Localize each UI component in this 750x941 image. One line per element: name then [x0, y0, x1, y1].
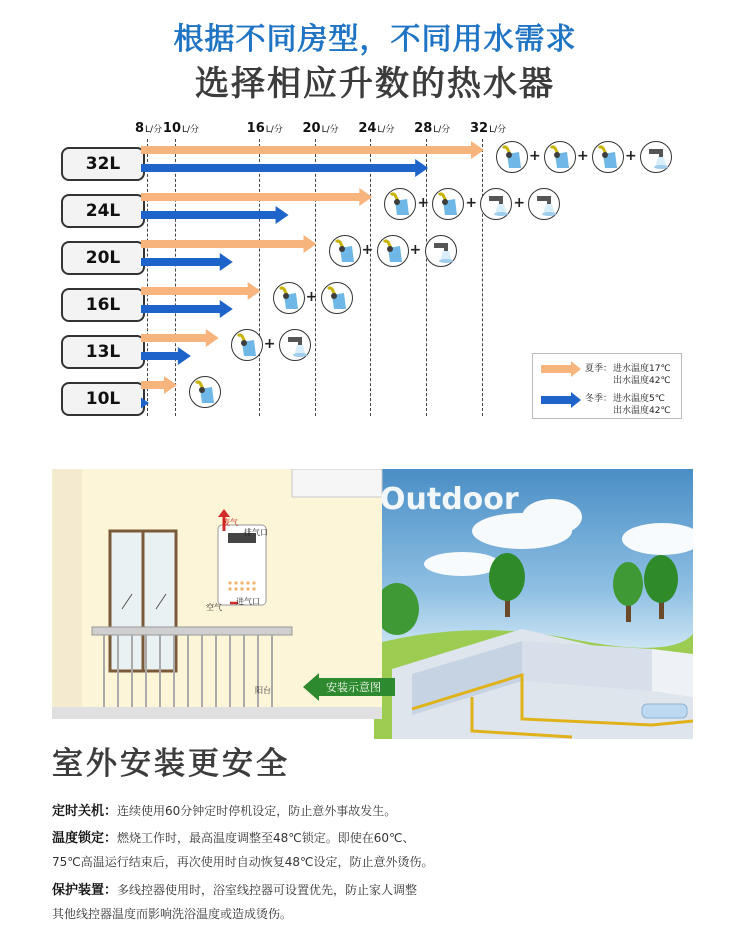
- plus-sign: +: [513, 195, 526, 211]
- legend-summer-line2: 出水温度42℃: [613, 376, 671, 386]
- legend-winter-line1: 进水温度5℃: [613, 394, 665, 404]
- capacity-label-20L: 20L: [61, 241, 145, 275]
- winter-bar-13L: [141, 347, 193, 365]
- feature-temp-lock-label: 温度锁定：: [52, 831, 118, 846]
- feature-timer-text: 连续使用60分钟定时停机设定，防止意外事故发生。: [117, 804, 397, 818]
- capacity-label-10L: 10L: [61, 382, 145, 416]
- feature-temp-lock-cont: [52, 853, 434, 870]
- tree-icon: [489, 553, 525, 617]
- summer-bar-16L: [141, 282, 263, 300]
- legend-winter-swatch: [541, 392, 583, 408]
- tick-label-20: 20L/分: [302, 121, 339, 136]
- capacity-label-16L: 16L: [61, 288, 145, 322]
- gridline-16: [259, 139, 260, 416]
- gridline-20: [315, 139, 316, 416]
- feature-temp-lock: [52, 827, 415, 846]
- legend-summer-line1: 进水温度17℃: [613, 364, 671, 374]
- faucet-icon: [425, 235, 457, 267]
- feature-protect-label: 保护装置：: [52, 883, 118, 898]
- gridline-8: [147, 139, 148, 416]
- plus-sign: +: [577, 148, 589, 164]
- air-label: 空气: [206, 603, 222, 612]
- feature-protect: [52, 879, 417, 898]
- plus-sign: +: [465, 195, 478, 211]
- faucet-icon: [279, 329, 311, 361]
- summer-bar-10L: [141, 376, 179, 394]
- gridline-24: [370, 139, 371, 416]
- shower-icon: [321, 282, 353, 314]
- plus-sign: +: [361, 242, 374, 258]
- legend: [532, 353, 682, 419]
- exhaust-label: 废气: [222, 518, 238, 527]
- legend-summer-swatch: [541, 361, 583, 377]
- gridline-10: [175, 139, 176, 416]
- summer-bar-24L: [141, 188, 374, 206]
- shower-icon: [544, 141, 576, 173]
- headline: 根据不同房型，不同用水需求: [173, 22, 577, 57]
- tick-label-32: 32L/分: [470, 121, 507, 136]
- winter-bar-24L: [141, 206, 291, 224]
- shower-icon: [592, 141, 624, 173]
- section-title: 室外安装更安全: [52, 746, 290, 782]
- plus-sign: +: [529, 148, 541, 164]
- intake-label: 进气口: [236, 597, 260, 606]
- plus-sign: +: [625, 148, 637, 164]
- feature-protect-text-2: 其他线控器温度而影响洗浴温度或造成烫伤。: [52, 907, 293, 921]
- summer-bar-20L: [141, 235, 319, 253]
- capacity-label-24L: 24L: [61, 194, 145, 228]
- feature-protect-text: 多线控器使用时，浴室线控器可设置优先，防止家人调整: [117, 883, 418, 897]
- winter-bar-32L: [141, 159, 430, 177]
- shower-icon: [384, 188, 416, 220]
- faucet-icon: [528, 188, 560, 220]
- tick-label-8: 8L/分: [135, 121, 163, 136]
- shower-icon: [377, 235, 409, 267]
- winter-bar-16L: [141, 300, 235, 318]
- plus-sign: +: [417, 195, 430, 211]
- tick-label-24: 24L/分: [358, 121, 395, 136]
- exhaust-port-label: 排气口: [244, 528, 268, 537]
- capacity-label-32L: 32L: [61, 147, 145, 181]
- capacity-label-13L: 13L: [61, 335, 145, 369]
- faucet-icon: [640, 141, 672, 173]
- feature-protect-cont: [52, 905, 292, 922]
- outdoor-label: Outdoor: [380, 482, 519, 517]
- feature-temp-lock-text-2: 75℃高温运行结束后，再次使用时自动恢复48℃设定，防止意外烫伤。: [52, 855, 434, 869]
- shower-icon: [189, 376, 221, 408]
- feature-temp-lock-text: 燃烧工作时，最高温度调整至48℃锁定。即使在60℃、: [117, 831, 415, 845]
- legend-summer-label: 夏季：: [585, 364, 613, 374]
- shower-icon: [432, 188, 464, 220]
- gridline-28: [426, 139, 427, 416]
- winter-bar-10L: [141, 394, 151, 412]
- plus-sign: +: [409, 242, 422, 258]
- subheadline: 选择相应升数的热水器: [195, 64, 555, 104]
- shower-icon: [231, 329, 263, 361]
- plus-sign: +: [305, 289, 318, 305]
- tick-label-28: 28L/分: [414, 121, 451, 136]
- summer-bar-13L: [141, 329, 221, 347]
- gridline-32: [482, 139, 483, 416]
- balcony-label: 阳台: [255, 686, 271, 695]
- faucet-icon: [480, 188, 512, 220]
- summer-bar-32L: [141, 141, 486, 159]
- legend-winter-line2: 出水温度42℃: [613, 406, 671, 416]
- legend-winter-label: 冬季：: [585, 394, 613, 404]
- shower-icon: [496, 141, 528, 173]
- feature-timer-label: 定时关机：: [52, 804, 118, 819]
- tick-label-10: 10L/分: [162, 121, 200, 136]
- shower-icon: [273, 282, 305, 314]
- tick-label-16: 16L/分: [246, 121, 283, 136]
- winter-bar-20L: [141, 253, 235, 271]
- shower-icon: [329, 235, 361, 267]
- feature-timer: [52, 800, 396, 819]
- install-arrow-label: 安装示意图: [326, 681, 381, 694]
- plus-sign: +: [263, 336, 276, 352]
